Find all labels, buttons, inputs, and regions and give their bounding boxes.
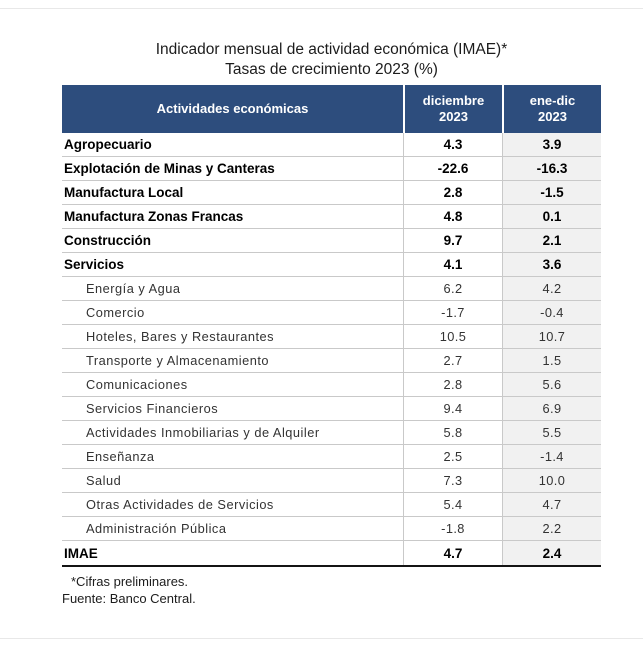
value-ene-dic-2023: -1.5: [502, 181, 601, 204]
value-diciembre-2023: 4.8: [403, 205, 502, 228]
value-diciembre-2023: 2.8: [403, 373, 502, 396]
value-ene-dic-2023: 2.4: [502, 541, 601, 565]
value-diciembre-2023: 4.3: [403, 133, 502, 156]
table-row: [62, 421, 601, 445]
row-label: Actividades Inmobiliarias y de Alquiler: [86, 425, 320, 440]
value-diciembre-2023: 6.2: [403, 277, 502, 300]
value-diciembre-2023: 2.8: [403, 181, 502, 204]
top-divider: [0, 8, 643, 9]
value-diciembre-2023: 2.7: [403, 349, 502, 372]
value-ene-dic-2023: 3.9: [502, 133, 601, 156]
footnotes: [62, 573, 601, 607]
column-header-line: 2023: [439, 109, 468, 124]
row-label: Transporte y Almacenamiento: [86, 353, 270, 368]
value-ene-dic-2023: 2.2: [502, 517, 601, 540]
table-row: [62, 157, 601, 181]
row-label: Comercio: [86, 305, 145, 320]
table-row: [62, 541, 601, 565]
value-ene-dic-2023: 1.5: [502, 349, 601, 372]
row-label: IMAE: [64, 545, 98, 561]
value-diciembre-2023: 5.8: [403, 421, 502, 444]
column-header-ene-dic-2023: [502, 85, 601, 133]
value-diciembre-2023: 9.4: [403, 397, 502, 420]
value-ene-dic-2023: 10.0: [502, 469, 601, 492]
table-row: [62, 229, 601, 253]
value-diciembre-2023: 4.7: [403, 541, 502, 565]
figure-title: Indicador mensual de actividad económica (IMAE)*: [155, 41, 508, 58]
imae-figure: [62, 40, 601, 607]
value-ene-dic-2023: -0.4: [502, 301, 601, 324]
value-diciembre-2023: 5.4: [403, 493, 502, 516]
value-ene-dic-2023: 3.6: [502, 253, 601, 276]
value-ene-dic-2023: 4.2: [502, 277, 601, 300]
table-row: [62, 133, 601, 157]
table-row: [62, 397, 601, 421]
row-label: Explotación de Minas y Canteras: [64, 161, 275, 176]
footnote-preliminary: *Cifras preliminares.: [71, 574, 189, 589]
value-ene-dic-2023: 6.9: [502, 397, 601, 420]
value-ene-dic-2023: 10.7: [502, 325, 601, 348]
value-ene-dic-2023: 2.1: [502, 229, 601, 252]
table-row: [62, 349, 601, 373]
table-row: [62, 181, 601, 205]
column-header-line: 2023: [538, 109, 567, 124]
value-diciembre-2023: 4.1: [403, 253, 502, 276]
table-row: [62, 325, 601, 349]
imae-table: [62, 85, 601, 567]
table-header-row: [62, 85, 601, 133]
footnote-source: Fuente: Banco Central.: [62, 591, 196, 606]
value-diciembre-2023: 7.3: [403, 469, 502, 492]
table-row: [62, 445, 601, 469]
value-diciembre-2023: -22.6: [403, 157, 502, 180]
value-ene-dic-2023: -1.4: [502, 445, 601, 468]
row-label: Otras Actividades de Servicios: [86, 497, 274, 512]
value-ene-dic-2023: -16.3: [502, 157, 601, 180]
row-label: Enseñanza: [86, 449, 155, 464]
value-ene-dic-2023: 4.7: [502, 493, 601, 516]
value-ene-dic-2023: 5.5: [502, 421, 601, 444]
value-diciembre-2023: 9.7: [403, 229, 502, 252]
table-row: [62, 277, 601, 301]
value-diciembre-2023: 10.5: [403, 325, 502, 348]
value-diciembre-2023: -1.8: [403, 517, 502, 540]
column-header-line: diciembre: [422, 93, 485, 108]
row-label: Manufactura Local: [64, 185, 184, 200]
row-label: Servicios Financieros: [86, 401, 219, 416]
row-label: Construcción: [64, 233, 152, 248]
column-header-line: ene-dic: [529, 93, 576, 108]
table-row: [62, 469, 601, 493]
row-label: Administración Pública: [86, 521, 227, 536]
row-label: Agropecuario: [64, 137, 152, 152]
bottom-divider: [0, 638, 643, 639]
table-row: [62, 517, 601, 541]
table-row: [62, 253, 601, 277]
table-row: [62, 301, 601, 325]
row-label: Manufactura Zonas Francas: [64, 209, 244, 224]
value-diciembre-2023: 2.5: [403, 445, 502, 468]
value-diciembre-2023: -1.7: [403, 301, 502, 324]
table-row: [62, 493, 601, 517]
table-row: [62, 205, 601, 229]
row-label: Salud: [86, 473, 122, 488]
row-label: Comunicaciones: [86, 377, 188, 392]
row-label: Servicios: [64, 257, 125, 272]
table-body: [62, 133, 601, 565]
row-label: Energía y Agua: [86, 281, 181, 296]
column-header-activities: Actividades económicas: [156, 101, 309, 116]
figure-subtitle: Tasas de crecimiento 2023 (%): [225, 61, 438, 78]
value-ene-dic-2023: 0.1: [502, 205, 601, 228]
column-header-diciembre-2023: [403, 85, 502, 133]
value-ene-dic-2023: 5.6: [502, 373, 601, 396]
row-label: Hoteles, Bares y Restaurantes: [86, 329, 275, 344]
table-row: [62, 373, 601, 397]
